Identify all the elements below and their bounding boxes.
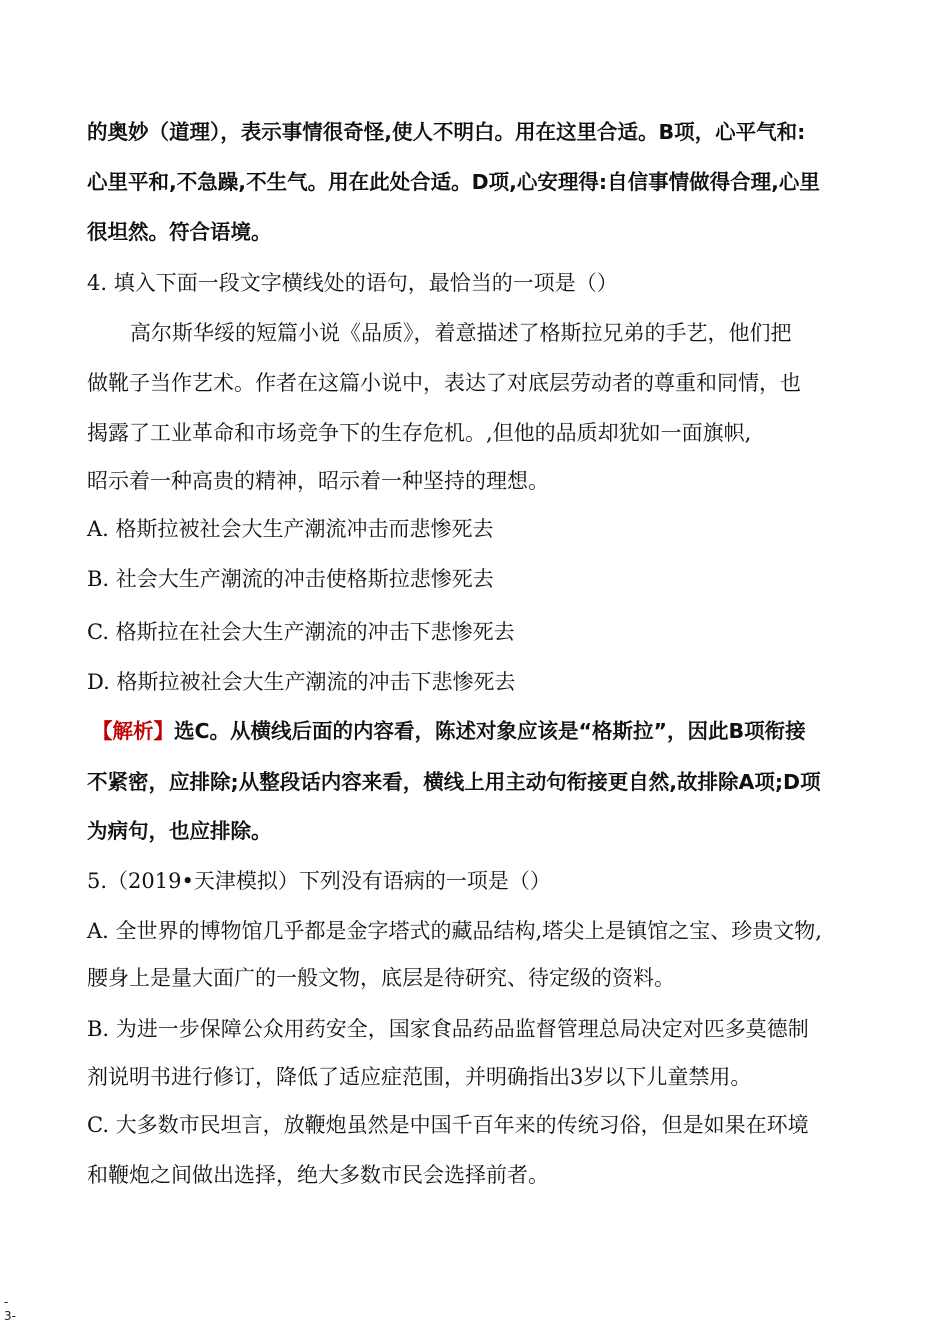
passage-line: 高尔斯华绥的短篇小说《品质》，着意描述了格斯拉兄弟的手艺，他们把	[130, 321, 792, 345]
passage-line: 做靴子当作艺术。作者在这篇小说中，表达了对底层劳动者的尊重和同情，也	[87, 371, 801, 395]
option-b-cont: 剂说明书进行修订，降低了适应症范围，并明确指出3岁以下儿童禁用。	[87, 1065, 752, 1089]
analysis-line: 很坦然。符合语境。	[87, 220, 272, 244]
page-number: - 3-	[4, 1295, 16, 1323]
analysis-line: 心里平和,不急躁,不生气。用在此处合适。D项,心安理得:自信事情做得合理,心里	[87, 170, 820, 194]
passage-line: 昭示着一种高贵的精神，昭示着一种坚持的理想。	[87, 469, 549, 493]
analysis-line: 为病句，也应排除。	[87, 819, 272, 843]
option-a: A. 格斯拉被社会大生产潮流冲击而悲惨死去	[87, 517, 494, 541]
question-4-stem: 4. 填入下面一段文字横线处的语句，最恰当的一项是（）	[87, 271, 618, 295]
option-a: A. 全世界的博物馆几乎都是金字塔式的藏品结构,塔尖上是镇馆之宝、珍贵文物,	[87, 919, 822, 943]
option-c: C. 大多数市民坦言，放鞭炮虽然是中国千百年来的传统习俗，但是如果在环境	[87, 1113, 809, 1137]
option-c-cont: 和鞭炮之间做出选择，绝大多数市民会选择前者。	[87, 1163, 549, 1187]
analysis-line	[92, 716, 806, 746]
option-c: C. 格斯拉在社会大生产潮流的冲击下悲惨死去	[87, 620, 515, 644]
option-a-cont: 腰身上是量大面广的一般文物，底层是待研究、待定级的资料。	[87, 966, 675, 990]
analysis-tag: 【解析】	[92, 719, 174, 743]
analysis-line: 的奥妙（道理），表示事情很奇怪,使人不明白。用在这里合适。B项，心平气和:	[87, 120, 806, 144]
passage-line: 揭露了工业革命和市场竞争下的生存危机。,但他的品质却犹如一面旗帜,	[87, 421, 752, 445]
analysis-line: 不紧密，应排除;从整段话内容来看，横线上用主动句衔接更自然,故排除A项;D项	[87, 770, 821, 794]
analysis-text: 选C。从横线后面的内容看，陈述对象应该是“格斯拉”，因此B项衔接	[174, 719, 806, 743]
option-b: B. 为进一步保障公众用药安全，国家食品药品监督管理总局决定对匹多莫德制	[87, 1017, 809, 1041]
option-b: B. 社会大生产潮流的冲击使格斯拉悲惨死去	[87, 567, 494, 591]
option-d: D. 格斯拉被社会大生产潮流的冲击下悲惨死去	[87, 670, 516, 694]
question-5-stem: 5.（2019•天津模拟）下列没有语病的一项是（）	[87, 869, 551, 893]
